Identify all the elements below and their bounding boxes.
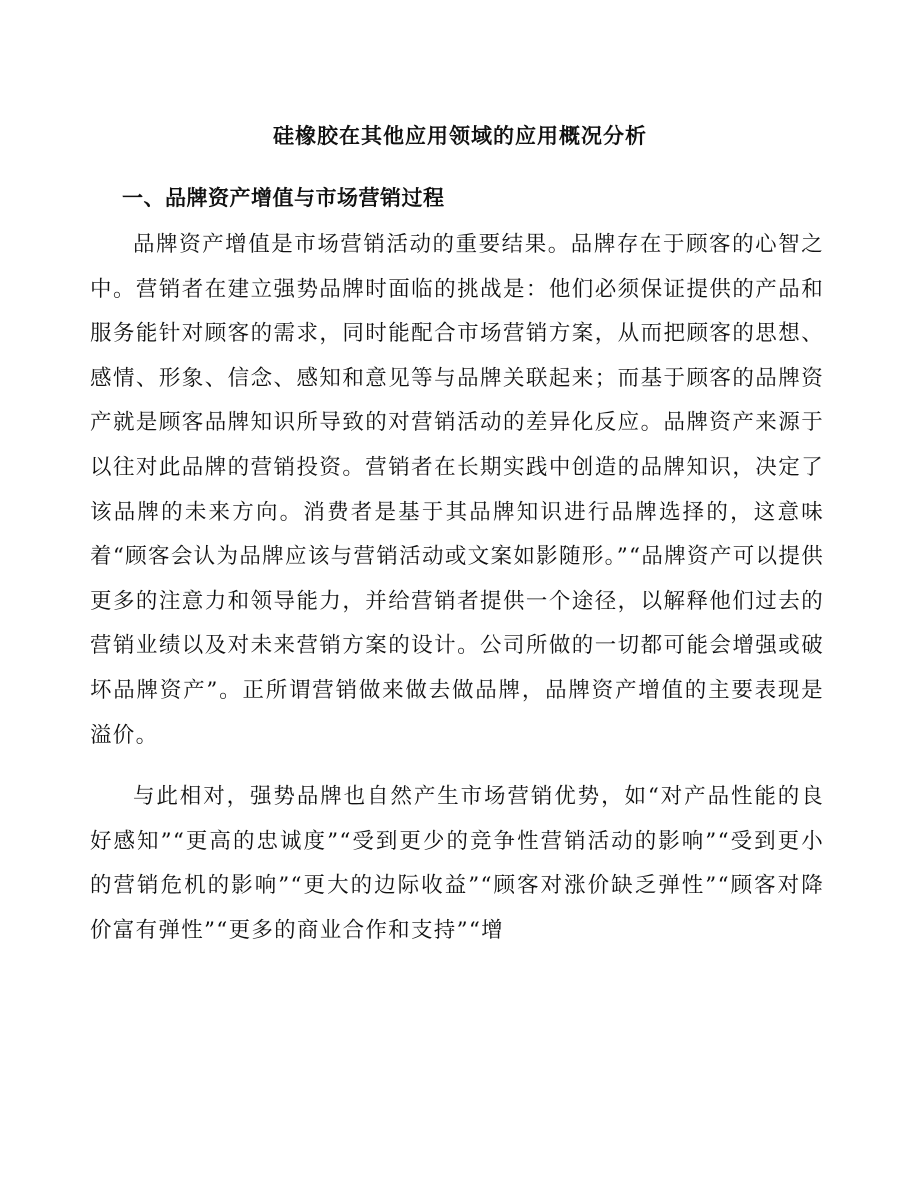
body-paragraph: 与此相对，强势品牌也自然产生市场营销优势，如“对产品性能的良好感知”“更高的忠诚度”“受到更少的竞争性营销活动的影响”“受到更小的营销危机的影响”“更大的边际收益”“顾客对涨价缺乏弹性”“顾客对降价富有弹性”“更多的商业合作和支持”“增 [90, 784, 824, 943]
document-title: 硅橡胶在其他应用领域的应用概况分析 [273, 124, 647, 148]
body-paragraph: 品牌资产增值是市场营销活动的重要结果。品牌存在于顾客的心智之中。营销者在建立强势品牌时面临的挑战是：他们必须保证提供的产品和服务能针对顾客的需求，同时能配合市场营销方案，从而把顾客的思想、感情、形象、信念、感知和意见等与品牌关联起来；而基于顾客的品牌资产就是顾客品牌知识所导致的对营销活动的差异化反应。品牌资产来源于以往对此品牌的营销投资。营销者在长期实践中创造的品牌知识，决定了该品牌的未来方向。消费者是基于其品牌知识进行品牌选择的，这意味着“顾客会认为品牌应该与营销活动或文案如影随形。”“品牌资产可以提供更多的注意力和领导能力，并给营销者提供一个途径，以解释他们过去的营销业绩以及对未来营销方案的设计。公司所做的一切都可能会增强或破坏品牌资产”。正所谓营销做来做去做品牌，品牌资产增值的主要表现是溢价。 [90, 232, 824, 748]
section-heading: 一、品牌资产增值与市场营销过程 [122, 186, 445, 210]
